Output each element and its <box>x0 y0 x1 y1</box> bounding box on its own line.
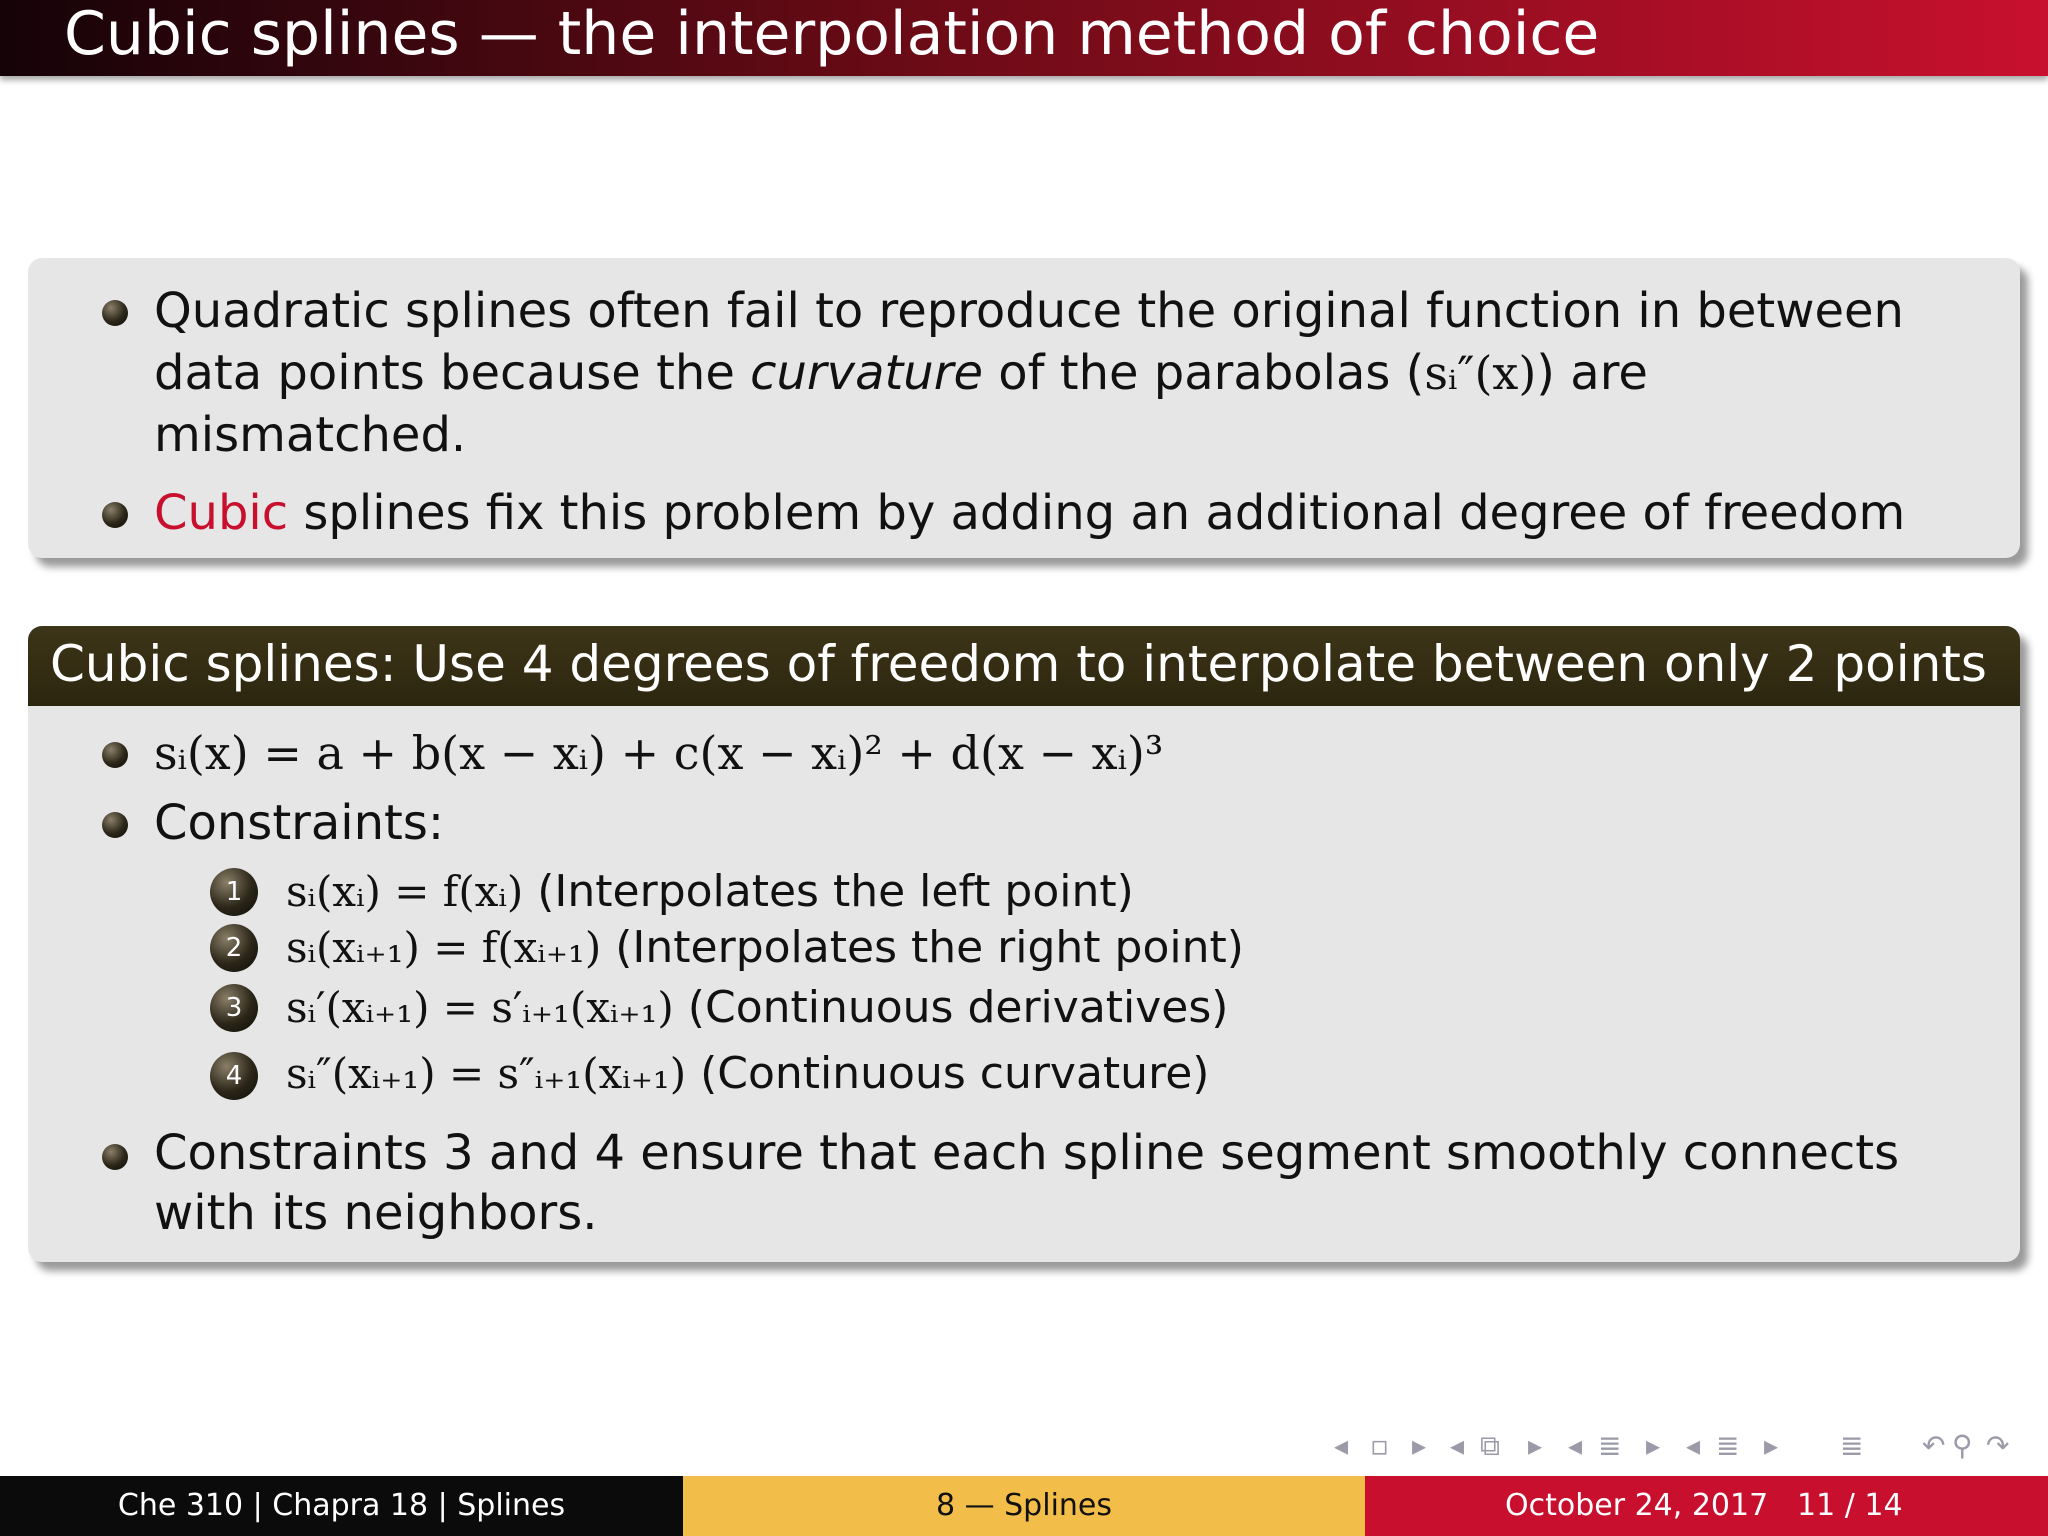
nav-prev-subsection-icon[interactable]: ◂ <box>1686 1429 1701 1462</box>
text-fragment: splines fix this problem by adding an additional degree of freedom <box>288 485 1906 541</box>
enum-badge-1: 1 <box>210 868 258 916</box>
constraint-4 <box>286 1046 1209 1102</box>
bullet-icon <box>102 742 128 768</box>
nav-forward-icon[interactable]: ↷ <box>1986 1429 2010 1462</box>
nav-prev-frame-icon[interactable]: ◂ <box>1334 1429 1349 1462</box>
constraint-note: (Continuous curvature) <box>686 1048 1210 1099</box>
bullet-quadratic-line1: Quadratic splines often fail to reproduce the original function in between <box>154 283 1904 339</box>
cubic-splines-block <box>28 626 2020 1262</box>
cubic-accent-word: Cubic <box>154 485 289 541</box>
bullet-cubic <box>154 482 1905 544</box>
closing-line1: Constraints 3 and 4 ensure that each spline segment smoothly connects <box>154 1125 1900 1181</box>
nav-subsection-icon[interactable]: ≣ <box>1716 1429 1740 1462</box>
constraint-note: (Interpolates the left point) <box>523 866 1134 917</box>
nav-prev-slide-icon[interactable]: ◂ <box>1450 1429 1465 1462</box>
curvature-emphasis: curvature <box>750 345 983 401</box>
bullet-icon <box>102 502 128 528</box>
text-fragment: data points because the <box>154 345 751 401</box>
enum-badge-2: 2 <box>210 924 258 972</box>
enum-badge-3: 3 <box>210 984 258 1032</box>
nav-next-slide-icon[interactable]: ▸ <box>1528 1429 1543 1462</box>
text-fragment: of the parabolas ( <box>982 345 1425 401</box>
footer-page-number: 11 / 14 <box>1797 1488 1903 1523</box>
enum-badge-4: 4 <box>210 1052 258 1100</box>
constraint-math: sᵢ″(xᵢ₊₁) = s″ᵢ₊₁(xᵢ₊₁) <box>286 1049 687 1098</box>
footer-section: 8 — Splines <box>683 1476 1365 1536</box>
bullet-quadratic-line3: mismatched. <box>154 407 467 463</box>
cubic-formula <box>154 722 1163 784</box>
constraint-math: sᵢ′(xᵢ₊₁) = s′ᵢ₊₁(xᵢ₊₁) <box>286 983 674 1032</box>
nav-next-subsection-icon[interactable]: ▸ <box>1764 1429 1779 1462</box>
constraint-2 <box>286 920 1244 976</box>
footer-course: Che 310 | Chapra 18 | Splines <box>0 1476 683 1536</box>
slide-title: Cubic splines — the interpolation method of choice <box>64 0 1600 69</box>
bullet-icon <box>102 300 128 326</box>
nav-back-icon[interactable]: ↶ <box>1922 1429 1946 1462</box>
constraints-label: Constraints: <box>154 795 445 851</box>
constraint-math: sᵢ(xᵢ) = f(xᵢ) <box>286 867 524 916</box>
formula-math: sᵢ(x) = a + b(x − xᵢ) + c(x − xᵢ)² + d(x − xᵢ)³ <box>154 726 1164 780</box>
constraint-math: sᵢ(xᵢ₊₁) = f(xᵢ₊₁) <box>286 923 602 972</box>
block-title: Cubic splines: Use 4 degrees of freedom to interpolate between only 2 points <box>50 635 1987 693</box>
footer-date-page <box>1365 1476 2048 1536</box>
nav-search-icon[interactable]: ⚲ <box>1952 1429 1973 1462</box>
text-fragment: ) are <box>1536 345 1648 401</box>
bullet-quadratic-line2 <box>154 342 1648 404</box>
block-header <box>28 626 2020 706</box>
intro-block <box>28 258 2020 558</box>
footer-bar <box>0 1476 2048 1536</box>
bullet-icon <box>102 812 128 838</box>
constraint-note: (Continuous derivatives) <box>673 982 1229 1033</box>
nav-outline-icon[interactable]: ≣ <box>1840 1429 1864 1462</box>
second-derivative-math: sᵢ″(x) <box>1424 346 1537 400</box>
closing-line2: with its neighbors. <box>154 1185 598 1241</box>
nav-next-section-icon[interactable]: ▸ <box>1646 1429 1661 1462</box>
nav-section-icon[interactable]: ≣ <box>1598 1429 1622 1462</box>
slide-title-bar <box>0 0 2048 76</box>
constraint-note: (Interpolates the right point) <box>601 922 1244 973</box>
nav-frame-icon[interactable]: ▫ <box>1370 1429 1389 1462</box>
constraint-1 <box>286 864 1134 920</box>
constraint-3 <box>286 980 1228 1036</box>
nav-slide-icon[interactable]: ⧉ <box>1480 1429 1500 1462</box>
nav-next-frame-icon[interactable]: ▸ <box>1412 1429 1427 1462</box>
nav-prev-section-icon[interactable]: ◂ <box>1568 1429 1583 1462</box>
footer-date: October 24, 2017 <box>1505 1488 1769 1523</box>
bullet-icon <box>102 1144 128 1170</box>
